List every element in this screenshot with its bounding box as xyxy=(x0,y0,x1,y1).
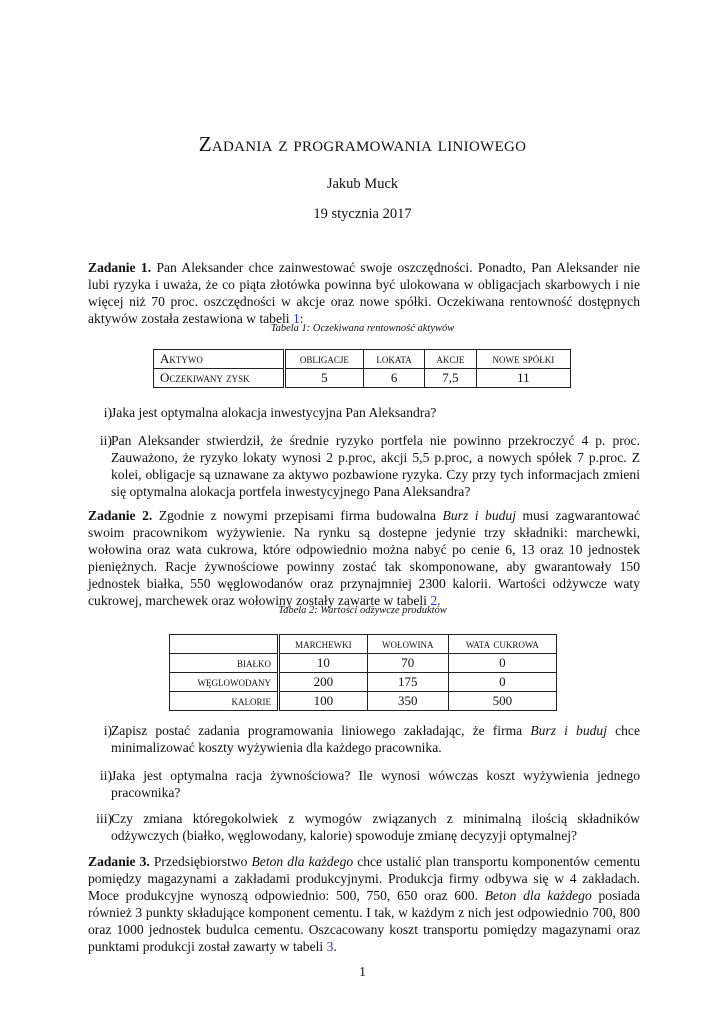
page-number: 1 xyxy=(359,964,366,979)
table-1-caption: Tabela 1: Oczekiwana rentowność aktywów xyxy=(270,323,455,334)
date: 19 stycznia 2017 xyxy=(313,206,412,222)
item-number: iii) xyxy=(96,811,112,826)
table-2 xyxy=(169,634,557,711)
table-cell: 0 xyxy=(448,673,556,692)
table-row xyxy=(170,635,557,654)
table-1-ref[interactable]: 1 xyxy=(292,311,300,326)
table-cell: 10 xyxy=(279,654,368,673)
task-2-text: Zgodnie z nowymi przepisami firma budowalna xyxy=(158,508,443,523)
item-text xyxy=(111,722,640,756)
table-cell: 200 xyxy=(279,673,368,692)
table-cell: węglowodany xyxy=(170,673,279,692)
item-number: i) xyxy=(103,405,112,420)
task-3-text: Przedsiębiorstwo xyxy=(153,854,252,869)
table-cell: wołowina xyxy=(367,635,448,654)
table-cell: kalorie xyxy=(170,692,279,711)
task-3-label: Zadanie 3. xyxy=(88,854,150,869)
item-text: Pan Aleksander stwierdził, że średnie ryzyko portfela nie powinno przekroczyć 4 p. proc. Zauważono, że ryzyko lokaty wynosi 2 p.proc, akcji 5,5 p.proc, a nowych spółek 7 p.proc. Z kolei, obligacje są uznawane za aktywo pozbawione ryzyka. Czy przy tych informacjach zmieni się optymalna alokacja portfela inwestycyjnego Pana Aleksandra? xyxy=(111,433,640,499)
table-2-ref[interactable]: 2 xyxy=(430,593,438,608)
table-row xyxy=(154,369,571,388)
task-3-tail: . xyxy=(333,939,337,954)
table-cell: akcje xyxy=(425,350,477,369)
task-1-label: Zadanie 1. xyxy=(88,260,152,275)
task-3-text: posiada również 3 punkty składujące komponent cementu. I tak, w każdym z nich jest odpowiednio 700, 800 oraz 1000 jednostek budulca cementu. Oszcacowany koszt transportu pomiędzy magazynami oraz punktami produkcji został zawarty w tabeli xyxy=(88,888,640,954)
table-2-caption: Tabela 2: Wartości odżywcze produktów xyxy=(278,605,447,616)
firm-name: Beton dla każdego xyxy=(484,888,592,903)
item-text: Jaka jest optymalna alokacja inwestycyjna Pan Aleksandra? xyxy=(111,405,437,420)
firm-name: Beton dla każdego xyxy=(251,854,354,869)
task-3-text: chce ustalić plan transportu komponentów cementu pomiędzy magazynami a zakładami produkcyjnymi. Produkcja firmy odbywa się w 4 zakładach. Moce produkcyjne wynoszą odpowiednio: 500, 750, 650 oraz 600. xyxy=(88,854,641,903)
table-row xyxy=(154,350,571,369)
table-1 xyxy=(153,349,571,388)
task-1-text: Pan Aleksander chce zainwestować swoje oszczędności. Ponadto, Pan Aleksander nie lubi ryzyka i uważa, że co piąta złotówka powinna być ulokowana w obligacjach skarbowych i nie więcej niż 70 proc. oszczędności w akcje oraz nowe spółki. Oczekiwana rentowność dostępnych aktywów została zestawiona w tabeli xyxy=(88,260,640,326)
document-title: Zadania z programowania liniowego xyxy=(198,132,527,156)
task-2-label: Zadanie 2. xyxy=(88,508,153,523)
firm-name: Burz i buduj xyxy=(530,723,607,738)
table-cell: obligacje xyxy=(284,350,363,369)
item-text-part: Zapisz postać zadania programowania liniowego zakładając, że firma xyxy=(111,723,531,738)
task-1-item-i xyxy=(88,404,640,421)
table-row xyxy=(170,673,557,692)
table-cell: lokata xyxy=(364,350,425,369)
table-cell: Aktywo xyxy=(154,350,285,369)
table-cell: 0 xyxy=(448,654,556,673)
firm-name: Burz i buduj xyxy=(442,508,516,523)
task-3-paragraph xyxy=(88,853,640,955)
task-2-item-iii xyxy=(88,810,640,844)
item-number: ii) xyxy=(99,768,112,783)
table-cell: 100 xyxy=(279,692,368,711)
table-cell: 7,5 xyxy=(425,369,477,388)
item-text: Jaka jest optymalna racja żywnościowa? Ile wynosi wówczas koszt wyżywienia jednego pracownika? xyxy=(111,768,640,800)
task-1-tail: : xyxy=(299,311,304,326)
task-1-paragraph xyxy=(88,259,640,327)
task-2-item-i xyxy=(88,722,640,756)
table-cell: 11 xyxy=(476,369,570,388)
item-text: Czy zmiana któregokolwiek z wymogów związanych z minimalną ilością składników odżywczych (białko, węglowodany, kalorie) spowoduje zmianę decyzyji optymalnej? xyxy=(111,811,640,843)
task-2-paragraph xyxy=(88,507,640,609)
item-text-part: chce minimalizować koszty wyżywienia dla każdego pracownika. xyxy=(111,723,640,755)
table-3-ref[interactable]: 3 xyxy=(326,939,334,954)
author: Jakub Muck xyxy=(326,176,399,192)
table-cell: 6 xyxy=(364,369,425,388)
table-cell: 500 xyxy=(448,692,556,711)
table-row xyxy=(170,692,557,711)
item-number: i) xyxy=(103,723,112,738)
table-cell: wata cukrowa xyxy=(448,635,556,654)
table-cell: 175 xyxy=(367,673,448,692)
table-cell: białko xyxy=(170,654,279,673)
table-cell: nowe spółki xyxy=(476,350,570,369)
task-2-item-ii xyxy=(88,767,640,801)
table-cell: 5 xyxy=(284,369,363,388)
item-number: ii) xyxy=(99,433,112,448)
table-cell-empty xyxy=(170,635,279,654)
task-1-item-ii xyxy=(88,432,640,500)
table-cell: Oczekiwany zysk xyxy=(154,369,285,388)
table-cell: marchewki xyxy=(279,635,368,654)
table-row xyxy=(170,654,557,673)
task-2-tail: . xyxy=(437,593,441,608)
table-cell: 350 xyxy=(367,692,448,711)
table-cell: 70 xyxy=(367,654,448,673)
task-2-text: musi zagwarantować swoim pracownikom wyżywienie. Na rynku są dostepne jedynie trzy składniki: marchewki, wołowina oraz wata cukrowa, które odpowiednio można nabyć po cenie 6, 13 oraz 10 jednostek pieniężnych. Racje żywnościowe powinny zostać tak skomponowane, aby gwarantowały 150 jednostek białka, 550 węglowodanów oraz przynajmniej 2300 kalorii. Wartości odżywcze waty cukrowej, marchewek oraz wołowiny zostały zawarte w tabeli xyxy=(88,508,640,608)
